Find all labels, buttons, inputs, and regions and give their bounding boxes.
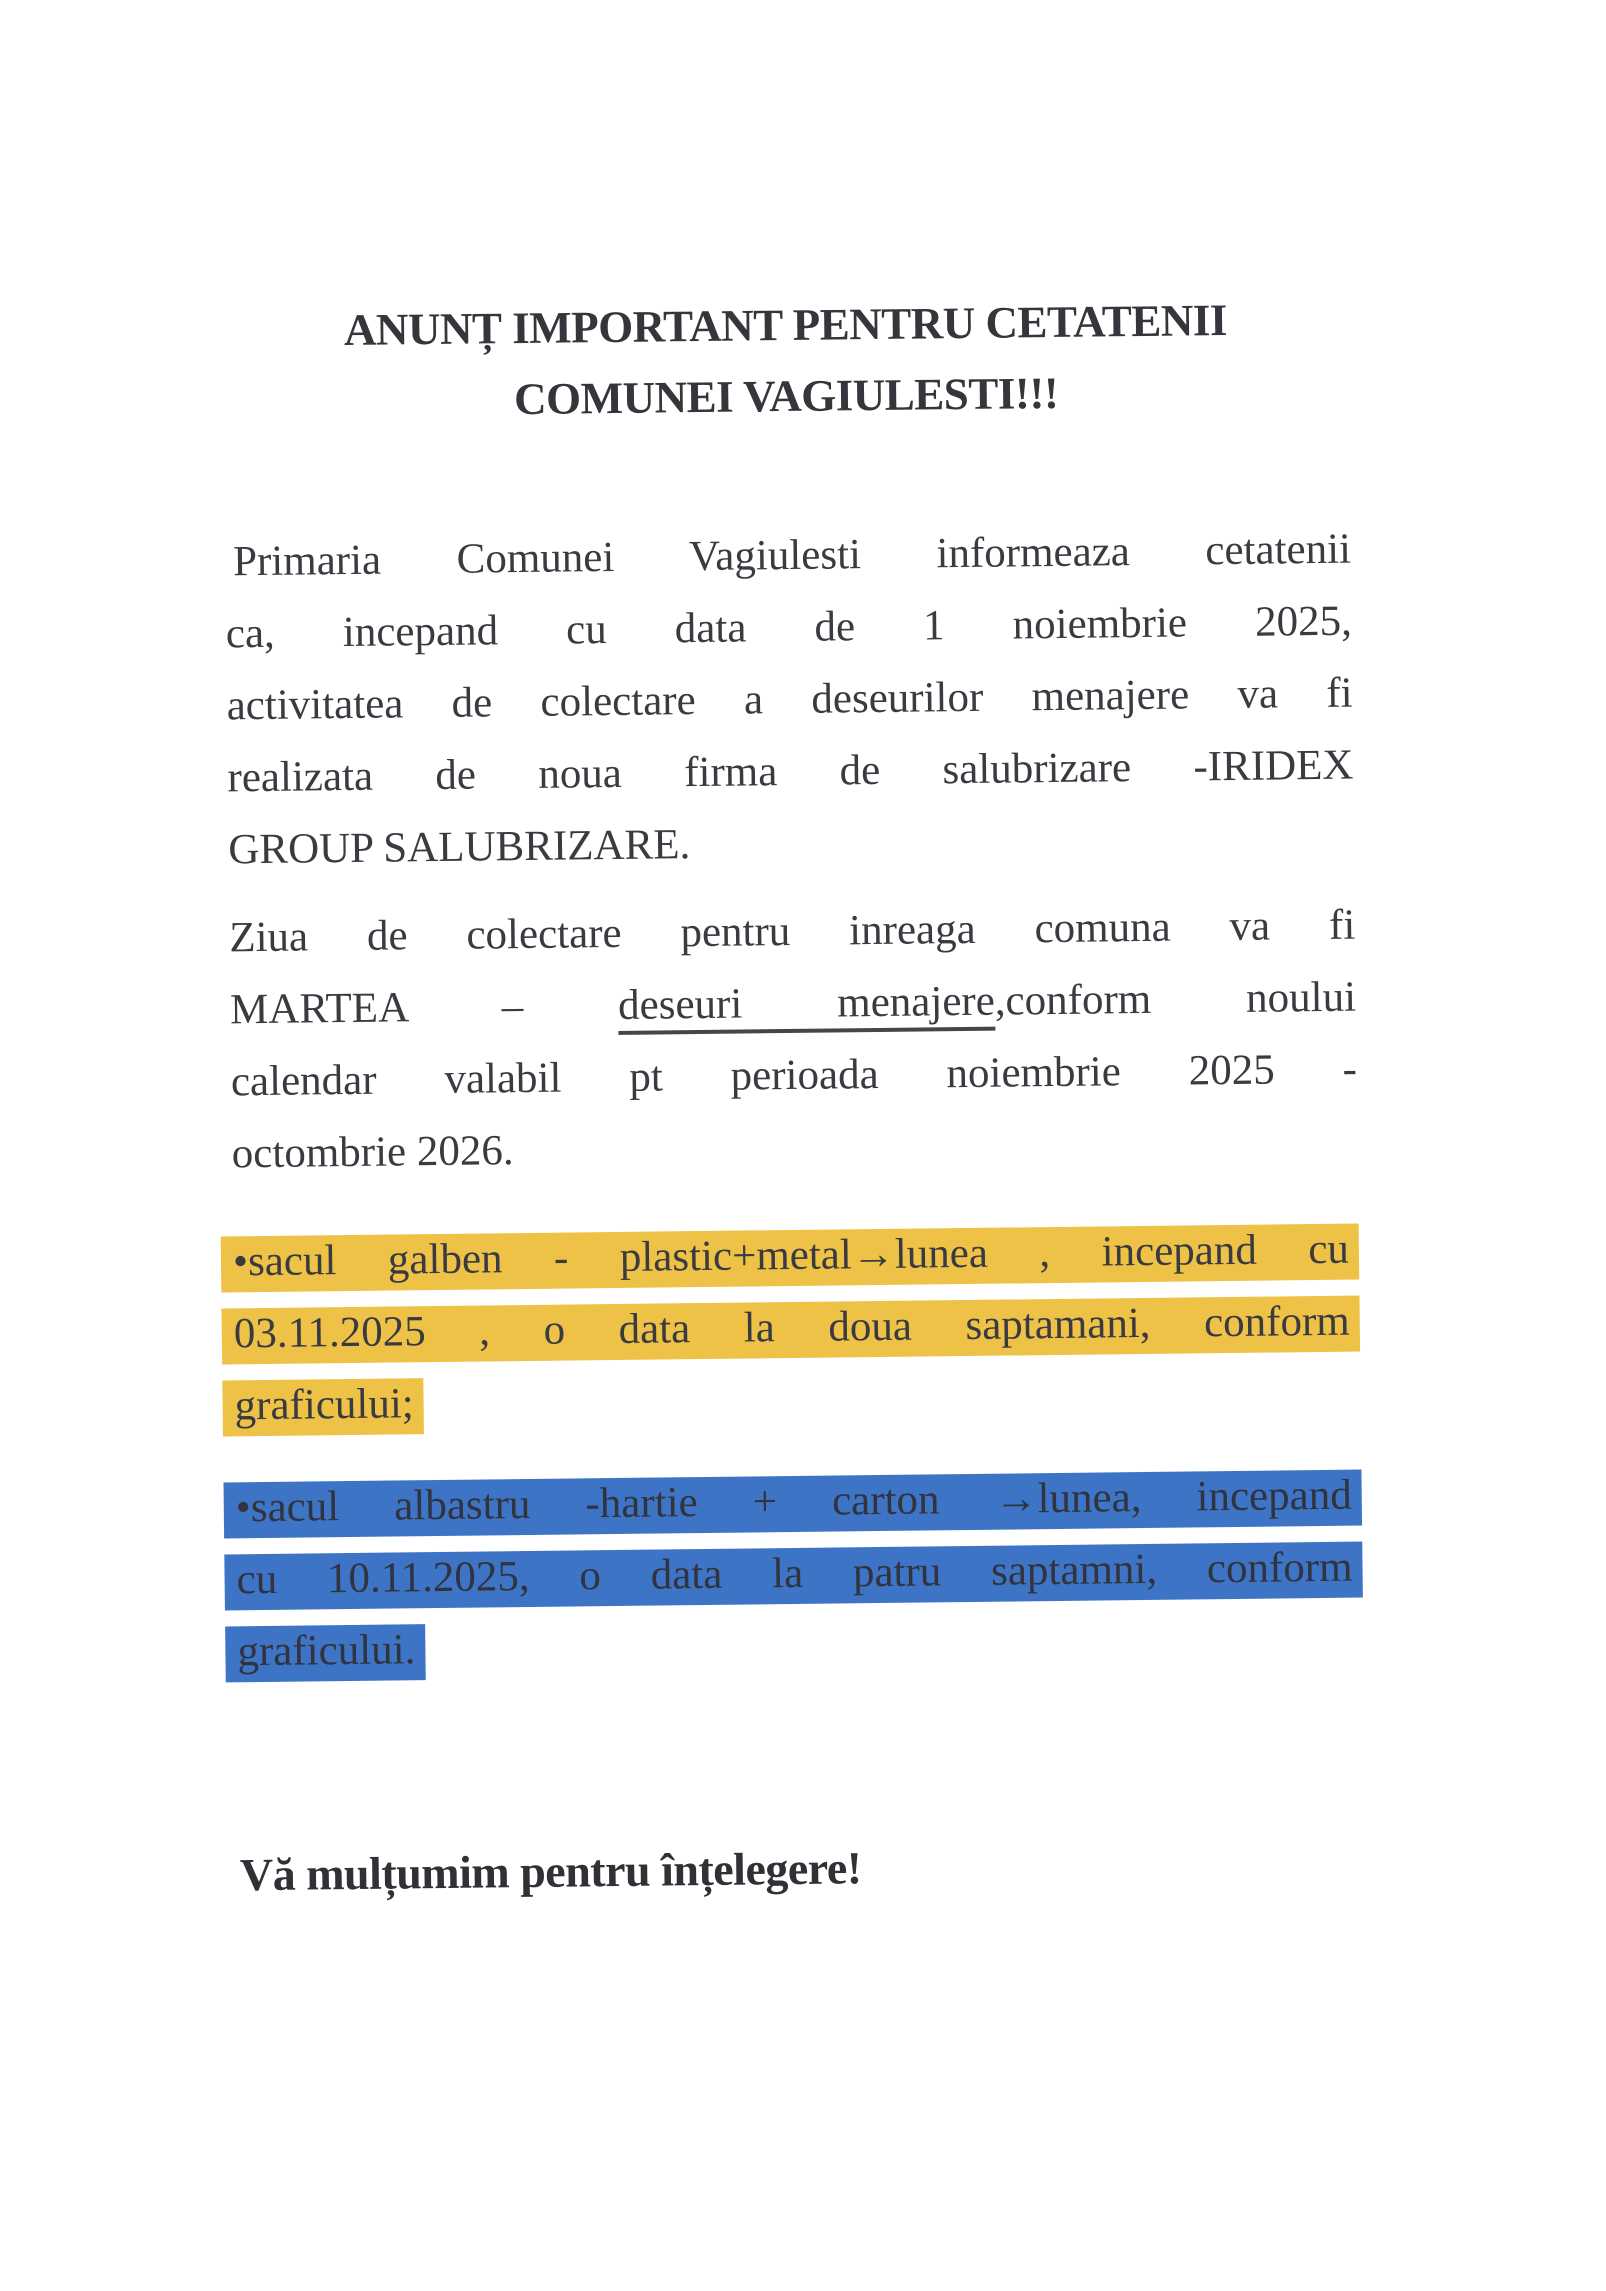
- blue-highlight-text-2: cu 10.11.2025, o data la patru saptamni, conform: [224, 1542, 1363, 1611]
- intro-paragraph: [225, 514, 1355, 887]
- yellow-highlight-line-3: [234, 1358, 1361, 1443]
- announcement-title-line-2: COMUNEI VAGIULESTI!!!: [513, 367, 1059, 425]
- yellow-highlight-text-1: •sacul galben - plastic+metal→lunea , incepand cu: [221, 1224, 1360, 1293]
- intro-line-3: activitatea de colectare a deseurilor menajere va fi: [226, 669, 1353, 730]
- blue-highlight-line-1: [235, 1460, 1362, 1545]
- closing-thanks-line: Vă mulțumim pentru înțelegere!: [239, 1842, 862, 1901]
- announcement-title-line-1: ANUNȚ IMPORTANT PENTRU CETATENII: [343, 294, 1228, 356]
- schedule-paragraph: [229, 890, 1358, 1191]
- blue-highlight-line-2: [236, 1532, 1363, 1617]
- yellow-highlight-line-1: [233, 1214, 1360, 1299]
- schedule-line-2: [230, 962, 1357, 1047]
- announcement-title: [222, 284, 1350, 439]
- schedule-line-3: calendar valabil pt perioada noiembrie 2025 -: [230, 1045, 1358, 1106]
- blue-highlight-text-3: graficului.: [225, 1624, 426, 1682]
- yellow-highlight-text-3: graficului;: [222, 1378, 424, 1436]
- yellow-highlight-text-2: 03.11.2025 , o data la doua saptamani, conform: [222, 1296, 1361, 1365]
- yellow-highlight-paragraph: [233, 1214, 1361, 1443]
- schedule-line-1: Ziua de colectare pentru inreaga comuna va fi: [229, 901, 1356, 962]
- yellow-highlight-line-2: [233, 1286, 1360, 1371]
- intro-line-2: ca, incepand cu data de 1 noiembrie 2025,: [225, 597, 1353, 658]
- schedule-line-4: octombrie 2026.: [231, 1127, 514, 1178]
- blue-highlight-line-3: [237, 1604, 1364, 1689]
- schedule-line-2-post: ,conform noului: [994, 973, 1357, 1025]
- schedule-line-2-pre: MARTEA –: [229, 981, 619, 1034]
- intro-line-4: realizata de noua firma de salubrizare -IRIDEX: [227, 741, 1354, 802]
- blue-highlight-text-1: •sacul albastru -hartie + carton →lunea, incepand: [223, 1470, 1362, 1539]
- intro-line-1: Primaria Comunei Vagiulesti informeaza cetatenii: [232, 525, 1352, 586]
- blue-highlight-paragraph: [235, 1460, 1363, 1689]
- underlined-phrase: deseuri menajere: [618, 978, 995, 1035]
- document-content: [222, 284, 1366, 1902]
- intro-line-5: GROUP SALUBRIZARE.: [228, 821, 691, 874]
